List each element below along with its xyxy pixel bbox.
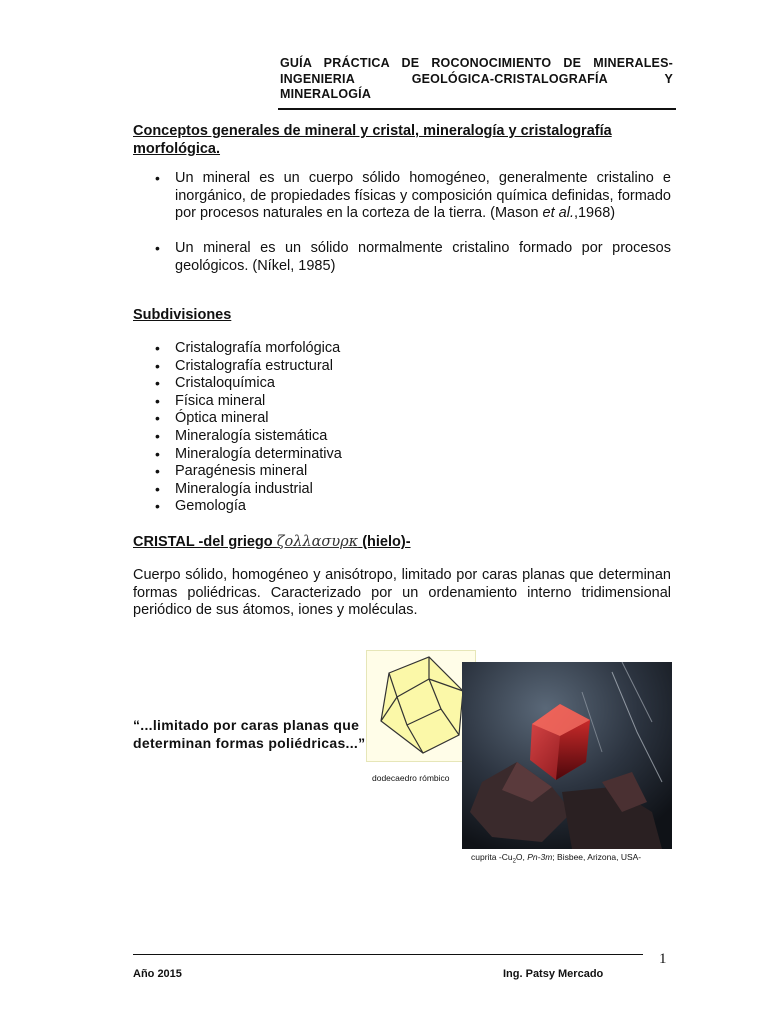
- list-item: [155, 393, 342, 411]
- list-item: [155, 340, 342, 358]
- header-line-2: INGENIERIA GEOLÓGICA-CRISTALOGRAFÍA Y: [280, 71, 673, 86]
- section-title-cristal: [133, 533, 411, 551]
- bullet-icon: •: [155, 498, 160, 515]
- dodecahedron-figure: [366, 650, 476, 762]
- list-item: [155, 375, 342, 393]
- cristal-definition: Cuerpo sólido, homogéneo y anisótropo, limitado por caras planas que determinan formas poliédricas. Caracterizado por un ordenamiento interno tridimensional periódico de sus átomos, iones y moléculas.: [133, 567, 671, 618]
- document-header: [280, 56, 673, 103]
- bullet-icon: •: [155, 445, 160, 462]
- bullet-icon: •: [155, 427, 160, 444]
- section-title-subdivisiones: Subdivisiones: [133, 307, 232, 323]
- figure-caption-dodecahedron: dodecaedro rómbico: [372, 773, 450, 783]
- cristal-title-text: CRISTAL -del griego: [133, 534, 277, 550]
- list-item: [155, 358, 342, 376]
- bullet-icon: •: [155, 170, 160, 186]
- caption-text-mid: O,: [515, 852, 528, 862]
- caption-italic: Pn-3m: [527, 852, 553, 862]
- quote-line-2: determinan formas poliédricas...”: [133, 735, 366, 751]
- page-number: 1: [659, 951, 667, 967]
- header-divider: [278, 108, 676, 110]
- greek-word: ζολλασυρκ: [276, 534, 359, 550]
- footer-divider: [133, 954, 643, 955]
- bullet-text: Un mineral es un sólido normalmente cristalino formado por procesos geológicos. (Níkel, 1985): [175, 240, 671, 274]
- bullet-icon: •: [155, 392, 160, 409]
- list-item: [155, 428, 342, 446]
- bullet-icon: •: [155, 340, 160, 356]
- header-line-3: MINERALOGÍA: [280, 87, 372, 101]
- list-item-label: Gemología: [175, 498, 246, 515]
- section-title-line-1: Conceptos generales de mineral y cristal, mineralogía y cristalografía: [133, 123, 612, 139]
- figure-caption-cuprite: [471, 852, 641, 865]
- bullet-icon: •: [155, 240, 160, 256]
- cuprite-crystal-icon: [462, 662, 672, 849]
- list-item-label: Cristalografía estructural: [175, 357, 333, 374]
- bullet-text-end: ,1968): [573, 205, 616, 221]
- caption-subscript: 2: [512, 858, 516, 865]
- list-item-label: Mineralogía industrial: [175, 480, 313, 497]
- section-title-concepts: [133, 122, 612, 158]
- header-line-1: GUÍA PRÁCTICA DE ROCONOCIMIENTO DE MINERALES-: [280, 56, 673, 70]
- list-item-label: Física mineral: [175, 392, 266, 409]
- list-item-label: Paragénesis mineral: [175, 463, 308, 480]
- bullet-icon: •: [155, 375, 160, 392]
- quote-line-1: “...limitado por caras planas que: [133, 717, 360, 733]
- bullet-icon: •: [155, 480, 160, 497]
- cuprite-photo: [462, 662, 672, 849]
- list-item: [155, 170, 671, 223]
- list-item-label: Óptica mineral: [175, 410, 269, 427]
- list-item-label: Mineralogía determinativa: [175, 445, 342, 462]
- bullet-italic-text: et al.: [542, 205, 574, 221]
- caption-text: cuprita -Cu: [471, 852, 513, 862]
- list-item-label: Cristalografía morfológica: [175, 340, 341, 356]
- list-item: [155, 446, 342, 464]
- cristal-title-end: (hielo)-: [358, 534, 411, 550]
- list-item: [155, 481, 342, 499]
- bullet-icon: •: [155, 357, 160, 374]
- footer-year: Año 2015: [133, 968, 182, 980]
- list-item: [155, 498, 342, 516]
- list-item: [155, 240, 671, 275]
- bullet-icon: •: [155, 410, 160, 427]
- list-item-label: Cristaloquímica: [175, 375, 275, 392]
- footer-author: Ing. Patsy Mercado: [503, 968, 604, 980]
- list-item: [155, 410, 342, 428]
- subdivisiones-list: [155, 340, 342, 516]
- bullet-icon: •: [155, 463, 160, 480]
- list-item-label: Mineralogía sistemática: [175, 427, 328, 444]
- quote-text: [133, 716, 368, 752]
- caption-text-end: ; Bisbee, Arizona, USA-: [552, 852, 642, 862]
- rhombic-dodecahedron-icon: [367, 651, 475, 761]
- bullet-text: Un mineral es un cuerpo sólido homogéneo, generalmente cristalino e inorgánico, de propiedades físicas y composición química definidas, formado por procesos naturales en la corteza de la tierra. (Mason: [175, 170, 671, 221]
- section-title-line-2: morfológica.: [133, 141, 221, 157]
- list-item: [155, 463, 342, 481]
